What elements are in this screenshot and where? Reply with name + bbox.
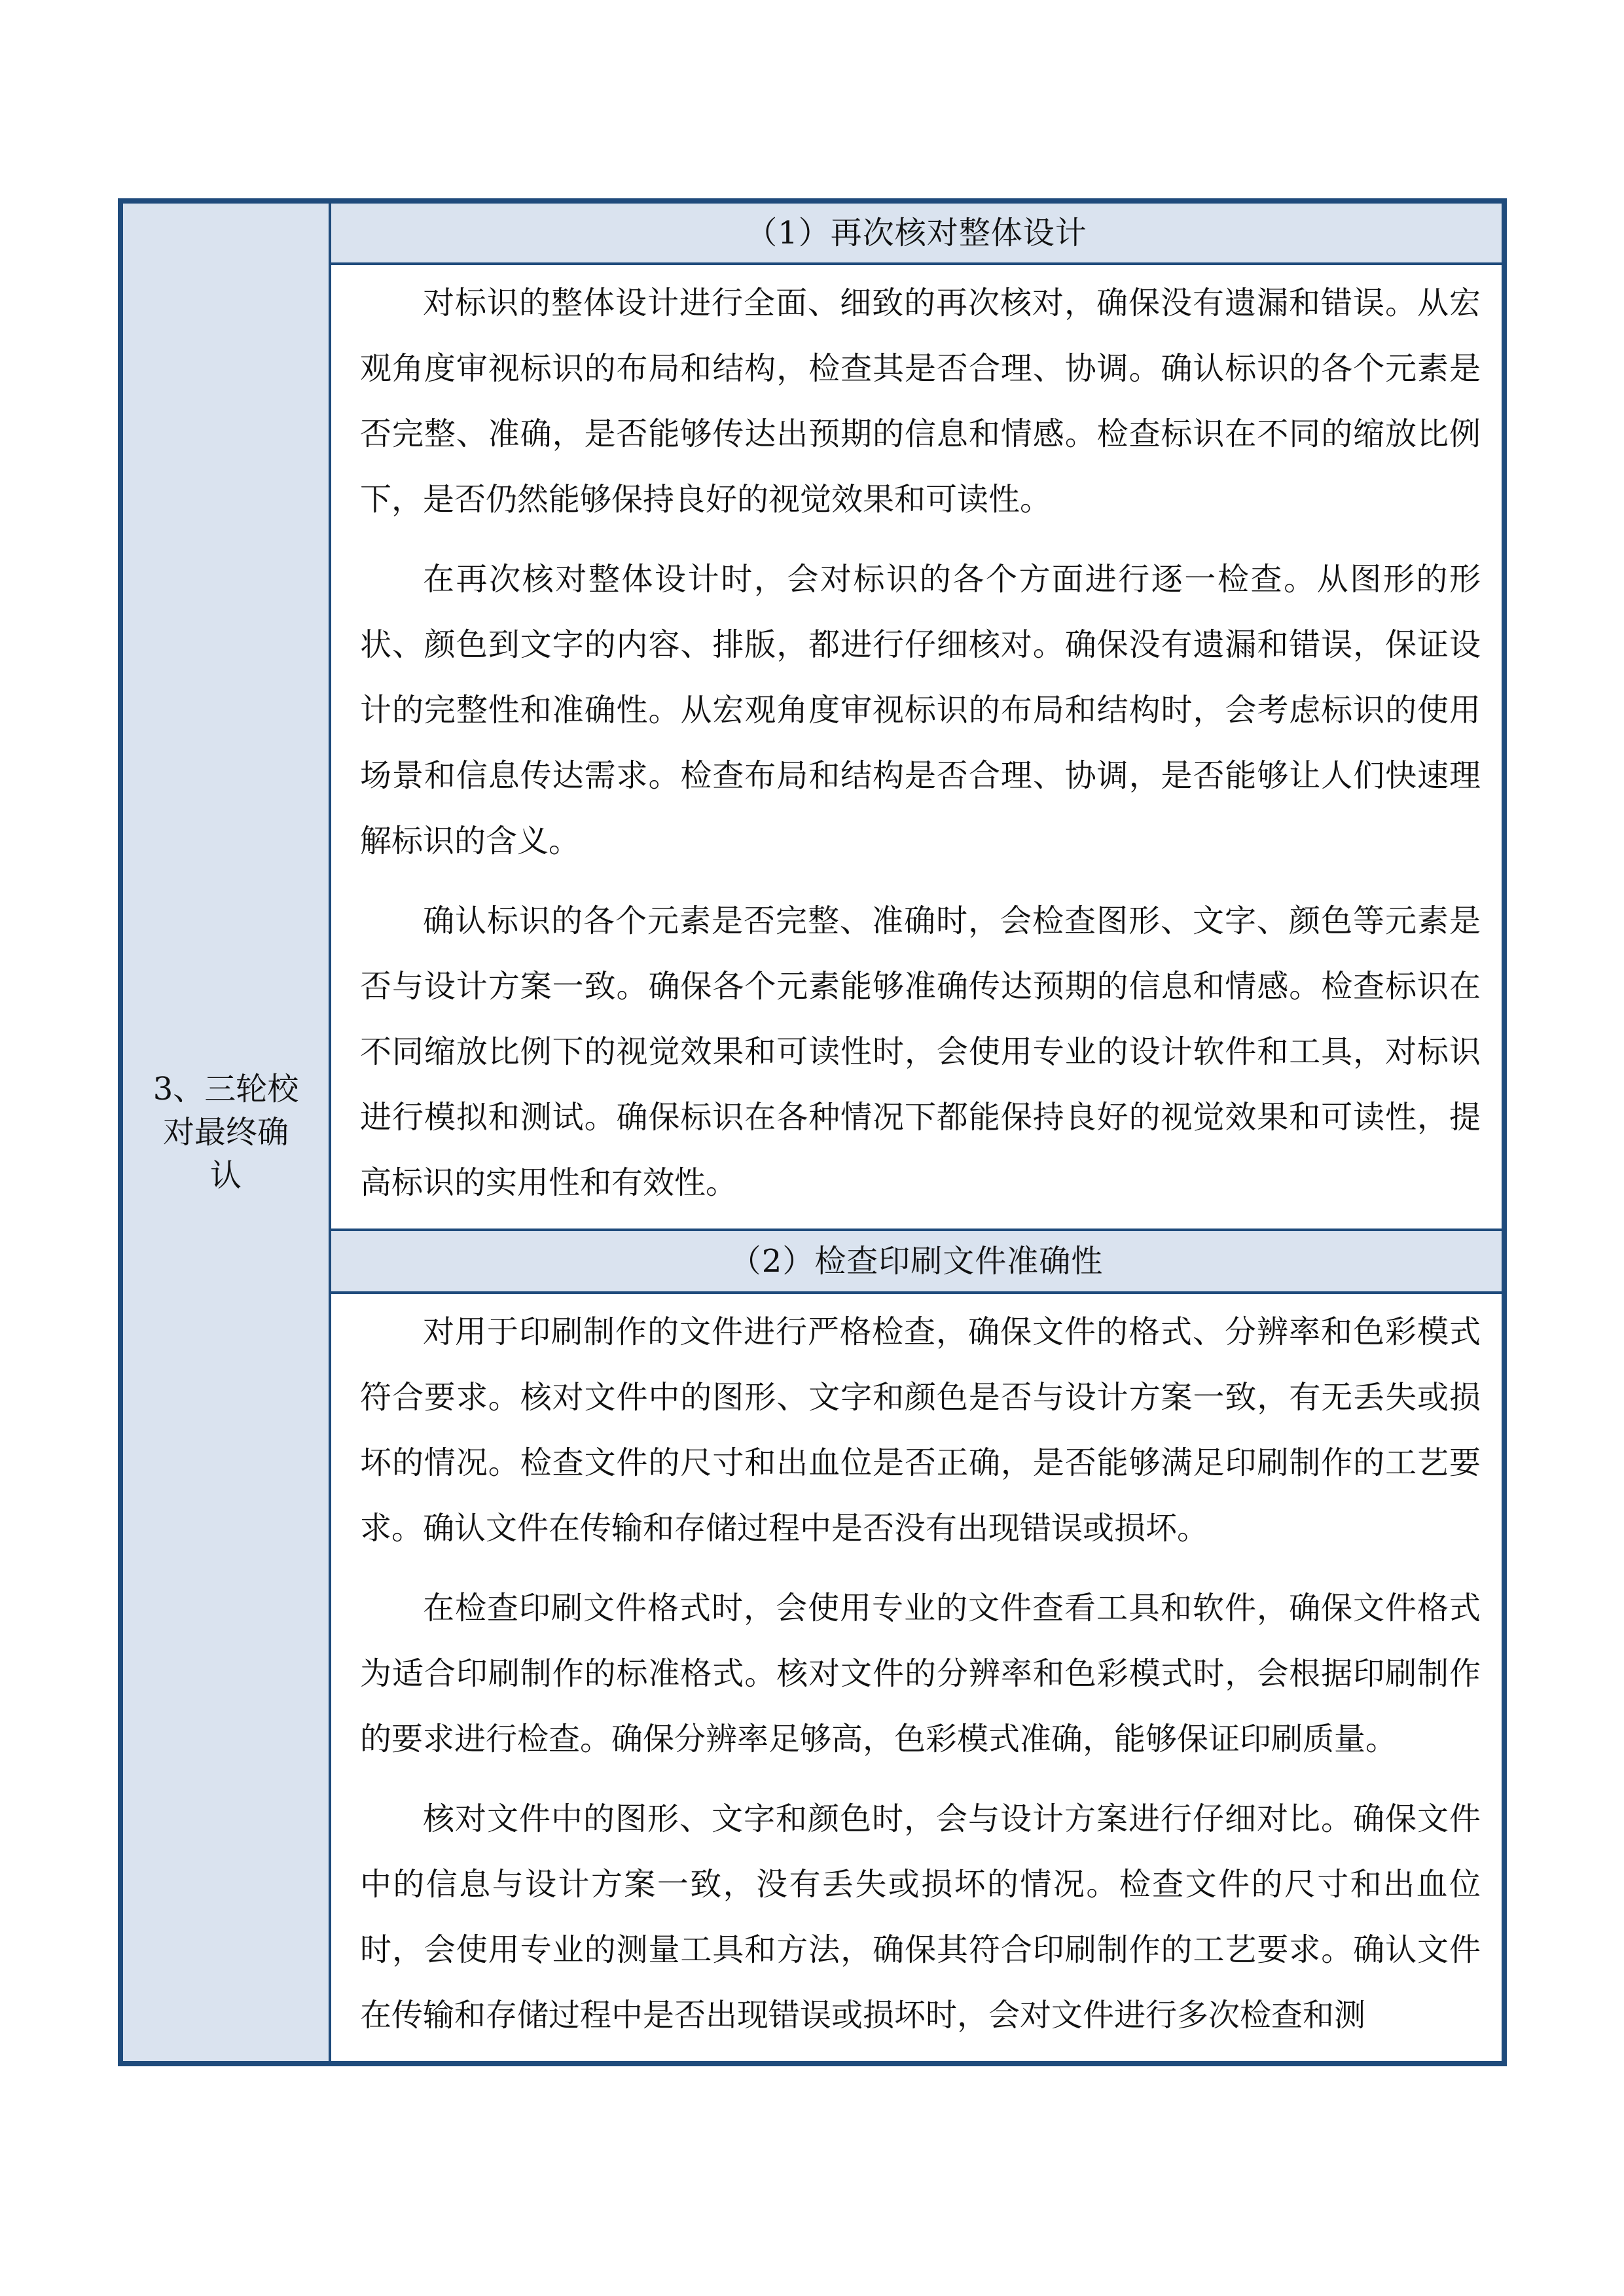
section-1-title: （1）再次核对整体设计 (330, 201, 1504, 264)
paragraph: 确认标识的各个元素是否完整、准确时，会检查图形、文字、颜色等元素是否与设计方案一致。确保各个元素能够准确传达预期的信息和情感。检查标识在不同缩放比例下的视觉效果和可读性时，会使用专业的设计软件和工具，对标识进行模拟和测试。确保标识在各种情况下都能保持良好的视觉效果和可读性，提高标识的实用性和有效性。 (360, 903, 1481, 1201)
section-2-title: （2）检查印刷文件准确性 (330, 1230, 1504, 1293)
paragraph: 在检查印刷文件格式时，会使用专业的文件查看工具和软件，确保文件格式为适合印刷制作的标准格式。核对文件的分辨率和色彩模式时，会根据印刷制作的要求进行检查。确保分辨率足够高，色彩模式准确，能够保证印刷质量。 (360, 1590, 1481, 1757)
review-table (118, 198, 1507, 2066)
paragraph: 核对文件中的图形、文字和颜色时，会与设计方案进行仔细对比。确保文件中的信息与设计方案一致，没有丢失或损坏的情况。检查文件的尺寸和出血位时，会使用专业的测量工具和方法，确保其符合印刷制作的工艺要求。确认文件在传输和存储过程中是否出现错误或损坏时，会对文件进行多次检查和测 (360, 1801, 1481, 2034)
row-label-cell (120, 201, 330, 2064)
section-1-header-row (120, 201, 1504, 264)
paragraph: 对标识的整体设计进行全面、细致的再次核对，确保没有遗漏和错误。从宏观角度审视标识的布局和结构，检查其是否合理、协调。确认标识的各个元素是否完整、准确，是否能够传达出预期的信息和情感。检查标识在不同的缩放比例下，是否仍然能够保持良好的视觉效果和可读性。 (360, 285, 1481, 518)
row-label: 3、三轮校对最终确认 (153, 1071, 299, 1194)
paragraph: 对用于印刷制作的文件进行严格检查，确保文件的格式、分辨率和色彩模式符合要求。核对文件中的图形、文字和颜色是否与设计方案一致，有无丢失或损坏的情况。检查文件的尺寸和出血位是否正确，是否能够满足印刷制作的工艺要求。确认文件在传输和存储过程中是否没有出现错误或损坏。 (360, 1314, 1481, 1547)
paragraph: 在再次核对整体设计时，会对标识的各个方面进行逐一检查。从图形的形状、颜色到文字的内容、排版，都进行仔细核对。确保没有遗漏和错误，保证设计的完整性和准确性。从宏观角度审视标识的布局和结构时，会考虑标识的使用场景和信息传达需求。检查布局和结构是否合理、协调，是否能够让人们快速理解标识的含义。 (360, 561, 1481, 859)
section-2-body (330, 1293, 1504, 2064)
section-1-body (330, 264, 1504, 1230)
